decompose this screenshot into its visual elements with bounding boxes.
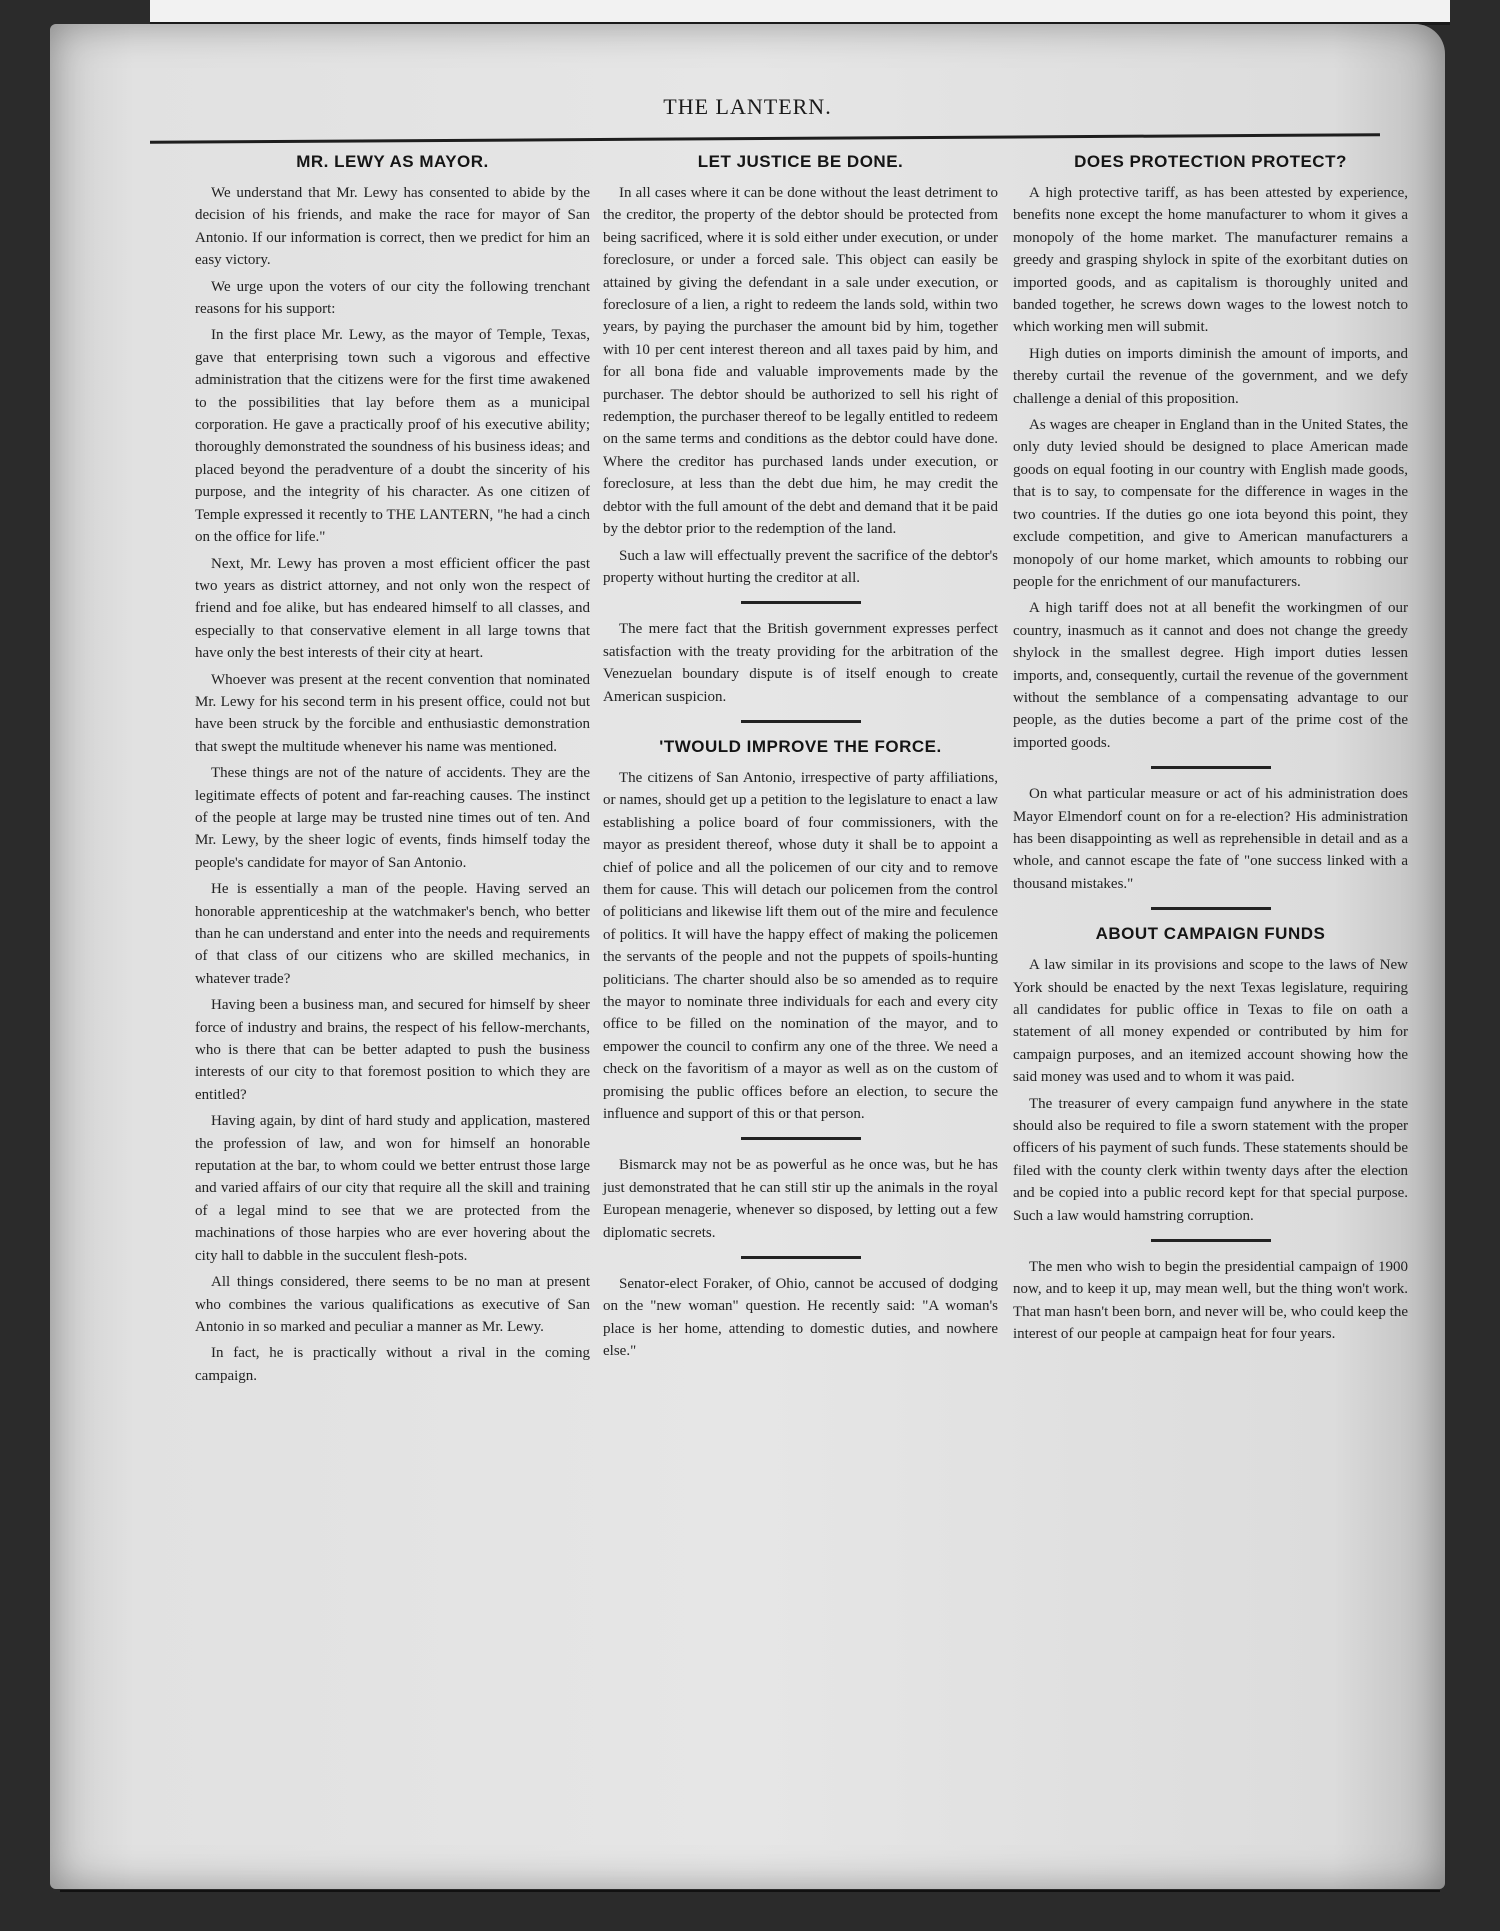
article-paragraph: On what particular measure or act of his administration does Mayor Elmendorf count on for a re-election? His administration has been disappointing as well as reprehensible in detail and as a whole, and cannot escape the fate of "one success linked with a thousand mistakes." — [1013, 786, 1408, 892]
article-heading: DOES PROTECTION PROTECT? — [1074, 152, 1347, 171]
column-separator-rule — [741, 1137, 861, 1140]
article-paragraph: Senator-elect Foraker, of Ohio, cannot be accused of dodging on the "new woman" question. He recently said: "A woman's place is her home, attending to domestic duties, and nowhere else." — [603, 1276, 998, 1360]
article — [1013, 152, 1408, 754]
article-paragraph: These things are not of the nature of accidents. They are the legitimate effects of potent and far-reaching causes. The instinct of the people at large may be trusted nine times out of ten. And Mr. Lewy, by the sheer logic of events, finds himself today the people's candidate for mayor of San Antonio. — [195, 765, 590, 871]
article — [1013, 783, 1408, 895]
column-3 — [1013, 150, 1408, 1350]
article-heading: LET JUSTICE BE DONE. — [697, 152, 904, 171]
article-paragraph: High duties on imports diminish the amount of imports, and thereby curtail the revenue of the government, and we defy challenge a denial of this proposition. — [1013, 345, 1408, 407]
article — [603, 152, 998, 589]
article-paragraph: A high tariff does not at all benefit the workingmen of our country, inasmuch as it cannot and does not change the greedy shylock in the smallest degree. High import duties lessen imports, and, consequently, curtail the revenue of the government without the semblance of a compensating advantage to our people, as the duties become a part of the prime cost of the imported goods. — [1013, 600, 1408, 751]
column-separator-rule — [1151, 907, 1271, 910]
article-heading: MR. LEWY AS MAYOR. — [296, 152, 489, 171]
article-paragraph: Next, Mr. Lewy has proven a most efficient officer the past two years as district attorney, and not only won the respect of friend and foe alike, but has endeared himself to all classes, and especially to that conservative element in all large towns that have only the best interests of their city at heart. — [195, 555, 590, 662]
article — [1013, 1256, 1408, 1346]
article-heading: ABOUT CAMPAIGN FUNDS — [1095, 924, 1326, 944]
column-1 — [195, 150, 590, 1391]
article — [603, 737, 998, 1126]
article-heading: 'TWOULD IMPROVE THE FORCE. — [659, 736, 942, 756]
column-separator-rule — [741, 1256, 861, 1259]
article-paragraph: A high protective tariff, as has been attested by experience, benefits none except the home manufacturer to whom it gives a monopoly of the home market. The manufacturer remains a greedy and grasping shylock in spite of the exorbitant duties on imported goods, and as capitalism is thoroughly united and banded together, he screws down wages to the lowest notch to which working men will submit. — [1013, 185, 1408, 336]
article-paragraph: The treasurer of every campaign fund anywhere in the state should also be required to file a sworn statement with the proper officers of his payment of such funds. These statements should be filed with the county clerk within twenty days after the election and be copied into a public record kept for that special purpose. Such a law would hamstring corruption. — [1013, 1095, 1408, 1224]
article-paragraph: A law similar in its provisions and scope to the laws of New York should be enacted by the next Texas legislature, requiring all candidates for public office in Texas to file on oath a statement of all money expended or contributed by him for campaign purposes, and an itemized account showing how the said money was used and to whom it was paid. — [1013, 957, 1408, 1086]
article-paragraph: Whoever was present at the recent convention that nominated Mr. Lewy for his second term in his present office, could not but have been struck by the forcible and enthusiastic demonstration that swept the multitude whenever his name was mentioned. — [195, 671, 590, 755]
article-paragraph: Such a law will effectually prevent the sacrifice of the debtor's property without hurting the creditor at all. — [603, 547, 998, 586]
column-separator-rule — [741, 720, 861, 723]
article — [603, 618, 998, 708]
article-paragraph: He is essentially a man of the people. Having served an honorable apprenticeship at the watchmaker's bench, who better than he can understand and enter into the needs and requirements of that class of our citizens who are skilled mechanics, in whatever trade? — [195, 881, 590, 987]
column-2 — [603, 150, 998, 1367]
article-paragraph: Having again, by dint of hard study and application, mastered the profession of law, and won for himself an honorable reputation at the bar, to whom could we better entrust those large and varied affairs of our city that require all the skill and training of a legal mind to see that we are protected from the machinations of those harpies who are ever hovering about the city hall to dabble in the succulent flesh-pots. — [195, 1113, 590, 1264]
article-paragraph: Bismarck may not be as powerful as he once was, but he has just demonstrated that he can still stir up the animals in the royal European menagerie, whenever so disposed, by letting out a few diplomatic secrets. — [603, 1157, 998, 1241]
article — [603, 1154, 998, 1244]
article — [195, 152, 590, 1387]
article-paragraph: As wages are cheaper in England than in the United States, the only duty levied should be designed to place American made goods on equal footing in our country with English made goods, that is to say, to compensate for the difference in wages in the two countries. If the duties go one iota beyond this point, they exclude competition, and give to American manufacturers a monopoly of our home market, which amounts to robbing our people for the enrichment of our manufacturers. — [1013, 417, 1408, 590]
article-paragraph: The mere fact that the British government expresses perfect satisfaction with the treaty providing for the arbitration of the Venezuelan boundary dispute is of itself enough to create American suspicion. — [603, 621, 998, 705]
column-separator-rule — [1151, 766, 1271, 769]
article-paragraph: In all cases where it can be done without the least detriment to the creditor, the property of the debtor should be protected from being sacrificed, where it is sold either under execution, or under foreclosure, or under a forced sale. This object can easily be attained by giving the defendant in a sale under execution, or foreclosure of a lien, a right to redeem the lands sold, within two years, by paying the purchaser the amount bid by him, together with 10 per cent interest thereon and all taxes paid by him, and for all bona fide and valuable improvements made by the purchaser. The debtor should be authorized to sell his right of redemption, the purchaser thereof to be legally entitled to redeem on the same terms and conditions as the debtor could have done. Where the creditor has purchased lands under execution, or foreclosure, at less than the debt due him, he may credit the debtor with the full amount of the debt and demand that it be paid by the debtor prior to the redemption of the land. — [603, 185, 998, 538]
column-separator-rule — [1151, 1239, 1271, 1242]
article-paragraph: We urge upon the voters of our city the following trenchant reasons for his support: — [195, 278, 590, 318]
article-paragraph: We understand that Mr. Lewy has consented to abide by the decision of his friends, and make the race for mayor of San Antonio. If our information is correct, then we predict for him an easy victory. — [195, 185, 590, 269]
article-paragraph: Having been a business man, and secured for himself by sheer force of industry and brains, the respect of his fellow-merchants, who is there that can be better adapted to push the business interests of our city to that foremost position to which they are entitled? — [195, 997, 590, 1103]
article-paragraph: The citizens of San Antonio, irrespective of party affiliations, or names, should get up a petition to the legislature to enact a law establishing a police board of four commissioners, with the mayor as president thereof, whose duty it shall be to appoint a chief of police and all the policemen of our city and to remove them for cause. This will detach our policemen from the control of politicians and likewise lift them out of the mire and feculence of politics. It will have the happy effect of making the policemen the servants of the people and not the puppets of spoils-hunting politicians. The charter should also be so amended as to require the mayor to nominate three individuals for each and every city office to be filled on the nomination of the mayor, and to empower the council to confirm any one of the three. We need a check on the favoritism of a mayor as well as on the custom of promising the public offices before an election, to secure the influence and support of this or that person. — [603, 769, 998, 1123]
article-paragraph: In fact, he is practically without a rival in the coming campaign. — [195, 1345, 590, 1384]
article-paragraph: In the first place Mr. Lewy, as the mayor of Temple, Texas, gave that enterprising town such a vigorous and effective administration that the citizens were for the first time awakened to the possibilities that lay before them as a municipal corporation. He gave a practically proof of his executive ability; thoroughly demonstrated the soundness of his business ideas; and placed beyond the peradventure of a doubt the sincerity of his purpose, and the integrity of his character. As one citizen of Temple expressed it recently to THE LANTERN, "he had a cinch on the office for life." — [195, 327, 590, 546]
page-top-strip — [150, 0, 1450, 25]
masthead: THE LANTERN. — [663, 94, 832, 119]
article — [1013, 924, 1408, 1227]
column-separator-rule — [741, 601, 861, 604]
page-bottom-edge — [60, 1890, 1440, 1892]
article — [603, 1273, 998, 1363]
article-paragraph: The men who wish to begin the presidential campaign of 1900 now, and to keep it up, may mean well, but the thing won't work. That man hasn't been born, and never will be, who could keep the interest of our people at campaign heat for four years. — [1013, 1259, 1408, 1343]
article-paragraph: All things considered, there seems to be no man at present who combines the various qualifications as executive of San Antonio in so marked and peculiar a manner as Mr. Lewy. — [195, 1274, 590, 1335]
